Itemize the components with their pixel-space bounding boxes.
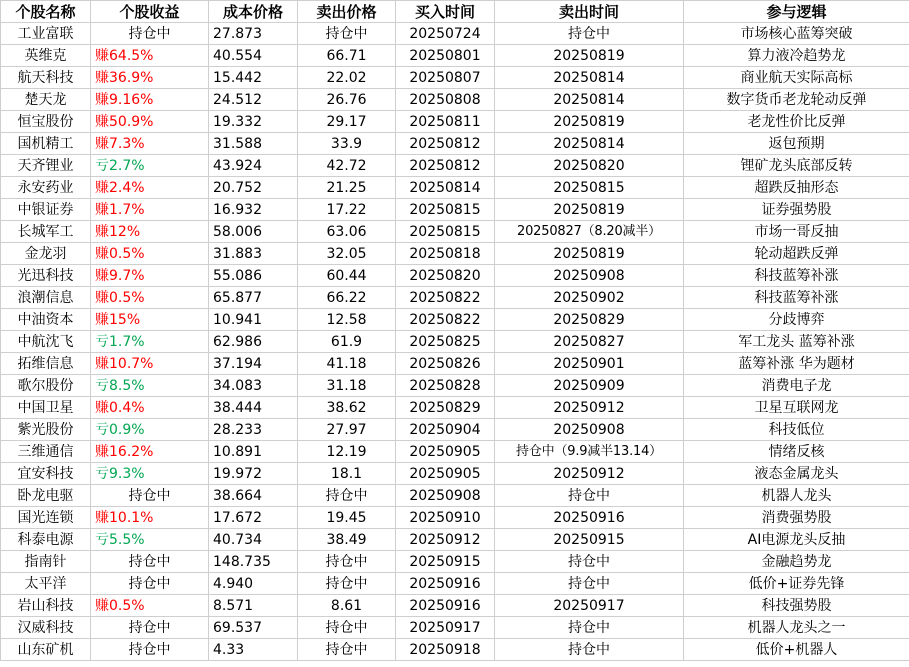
table-row: [1, 89, 909, 111]
logic-cell: 低价+证券先锋: [684, 573, 909, 595]
sell-date-cell: 持仓中: [495, 573, 684, 595]
logic-cell: 商业航天实际高标: [684, 67, 909, 89]
return-cell: 赚36.9%: [91, 67, 209, 89]
logic-cell: 情绪反核: [684, 441, 909, 463]
sell-price-cell: 42.72: [298, 155, 396, 177]
stock-name-cell: 宜安科技: [1, 463, 91, 485]
table-row: [1, 397, 909, 419]
stock-name-cell: 国光连锁: [1, 507, 91, 529]
cost-price-cell: 65.877: [209, 287, 298, 309]
table-row: [1, 463, 909, 485]
stock-name-cell: 长城军工: [1, 221, 91, 243]
cost-price-cell: 16.932: [209, 199, 298, 221]
sell-date-cell: 持仓中: [495, 23, 684, 45]
sell-price-cell: 26.76: [298, 89, 396, 111]
sell-price-cell: 持仓中: [298, 639, 396, 661]
sell-price-cell: 66.71: [298, 45, 396, 67]
sell-date-cell: 20250827: [495, 331, 684, 353]
sell-price-cell: 41.18: [298, 353, 396, 375]
cost-price-cell: 38.444: [209, 397, 298, 419]
logic-cell: 分歧博弈: [684, 309, 909, 331]
sell-price-cell: 21.25: [298, 177, 396, 199]
sell-price-cell: 66.22: [298, 287, 396, 309]
buy-date-cell: 20250812: [396, 133, 495, 155]
logic-cell: 科技强势股: [684, 595, 909, 617]
buy-date-cell: 20250812: [396, 155, 495, 177]
logic-cell: 锂矿龙头底部反转: [684, 155, 909, 177]
logic-cell: 机器人龙头之一: [684, 617, 909, 639]
table-body: [1, 23, 909, 661]
buy-date-cell: 20250724: [396, 23, 495, 45]
buy-date-cell: 20250917: [396, 617, 495, 639]
stock-name-cell: 浪潮信息: [1, 287, 91, 309]
cost-price-cell: 62.986: [209, 331, 298, 353]
return-cell: 持仓中: [91, 23, 209, 45]
cost-price-cell: 10.891: [209, 441, 298, 463]
logic-cell: 市场一哥反抽: [684, 221, 909, 243]
buy-date-cell: 20250912: [396, 529, 495, 551]
buy-date-cell: 20250825: [396, 331, 495, 353]
buy-date-cell: 20250916: [396, 573, 495, 595]
table-row: [1, 287, 909, 309]
cost-price-cell: 4.940: [209, 573, 298, 595]
table-row: [1, 617, 909, 639]
table-row: [1, 353, 909, 375]
logic-cell: 液态金属龙头: [684, 463, 909, 485]
logic-cell: 科技蓝筹补涨: [684, 265, 909, 287]
cost-price-cell: 8.571: [209, 595, 298, 617]
cost-price-cell: 19.332: [209, 111, 298, 133]
sell-date-cell: 20250908: [495, 419, 684, 441]
buy-date-cell: 20250811: [396, 111, 495, 133]
sell-price-cell: 31.18: [298, 375, 396, 397]
sell-price-cell: 27.97: [298, 419, 396, 441]
stock-name-cell: 汉威科技: [1, 617, 91, 639]
sell-date-cell: 20250814: [495, 133, 684, 155]
table-row: [1, 573, 909, 595]
table-row: [1, 67, 909, 89]
stock-name-cell: 中国卫星: [1, 397, 91, 419]
table-row: [1, 639, 909, 661]
return-cell: 亏1.7%: [91, 331, 209, 353]
sell-date-cell: 20250827（8.20减半）: [495, 221, 684, 243]
sell-price-cell: 38.62: [298, 397, 396, 419]
return-cell: 赚9.7%: [91, 265, 209, 287]
sell-price-cell: 33.9: [298, 133, 396, 155]
return-cell: 赚64.5%: [91, 45, 209, 67]
table-row: [1, 309, 909, 331]
stock-name-cell: 工业富联: [1, 23, 91, 45]
cost-price-cell: 4.33: [209, 639, 298, 661]
return-cell: 亏0.9%: [91, 419, 209, 441]
cost-price-cell: 27.873: [209, 23, 298, 45]
sell-date-cell: 20250819: [495, 111, 684, 133]
cost-price-cell: 37.194: [209, 353, 298, 375]
buy-date-cell: 20250820: [396, 265, 495, 287]
buy-date-cell: 20250915: [396, 551, 495, 573]
logic-cell: 消费电子龙: [684, 375, 909, 397]
table-row: [1, 45, 909, 67]
buy-date-cell: 20250829: [396, 397, 495, 419]
return-cell: 亏8.5%: [91, 375, 209, 397]
sell-date-cell: 持仓中: [495, 639, 684, 661]
return-cell: 亏2.7%: [91, 155, 209, 177]
sell-price-cell: 12.58: [298, 309, 396, 331]
table-row: [1, 265, 909, 287]
logic-cell: 蓝筹补涨 华为题材: [684, 353, 909, 375]
table-row: [1, 441, 909, 463]
return-cell: 赚16.2%: [91, 441, 209, 463]
stock-name-cell: 拓维信息: [1, 353, 91, 375]
sell-date-cell: 20250916: [495, 507, 684, 529]
return-cell: 持仓中: [91, 639, 209, 661]
table-row: [1, 243, 909, 265]
buy-date-cell: 20250910: [396, 507, 495, 529]
cost-price-cell: 69.537: [209, 617, 298, 639]
stock-name-cell: 国机精工: [1, 133, 91, 155]
buy-date-cell: 20250918: [396, 639, 495, 661]
return-cell: 赚7.3%: [91, 133, 209, 155]
buy-date-cell: 20250904: [396, 419, 495, 441]
sell-date-cell: 20250917: [495, 595, 684, 617]
sell-date-cell: 20250815: [495, 177, 684, 199]
table-row: [1, 507, 909, 529]
logic-cell: 机器人龙头: [684, 485, 909, 507]
cost-price-cell: 17.672: [209, 507, 298, 529]
buy-date-cell: 20250826: [396, 353, 495, 375]
sell-price-cell: 18.1: [298, 463, 396, 485]
sell-date-cell: 20250819: [495, 199, 684, 221]
header-logic: 参与逻辑: [684, 1, 909, 23]
sell-price-cell: 17.22: [298, 199, 396, 221]
buy-date-cell: 20250822: [396, 309, 495, 331]
table-row: [1, 221, 909, 243]
stock-name-cell: 英维克: [1, 45, 91, 67]
cost-price-cell: 34.083: [209, 375, 298, 397]
table-row: [1, 155, 909, 177]
cost-price-cell: 148.735: [209, 551, 298, 573]
buy-date-cell: 20250908: [396, 485, 495, 507]
stock-name-cell: 太平洋: [1, 573, 91, 595]
buy-date-cell: 20250815: [396, 221, 495, 243]
buy-date-cell: 20250808: [396, 89, 495, 111]
sell-date-cell: 20250902: [495, 287, 684, 309]
buy-date-cell: 20250822: [396, 287, 495, 309]
header-sell-date: 卖出时间: [495, 1, 684, 23]
logic-cell: 消费强势股: [684, 507, 909, 529]
cost-price-cell: 24.512: [209, 89, 298, 111]
buy-date-cell: 20250814: [396, 177, 495, 199]
return-cell: 赚12%: [91, 221, 209, 243]
cost-price-cell: 43.924: [209, 155, 298, 177]
buy-date-cell: 20250905: [396, 463, 495, 485]
sell-price-cell: 19.45: [298, 507, 396, 529]
sell-price-cell: 29.17: [298, 111, 396, 133]
header-sell-price: 卖出价格: [298, 1, 396, 23]
logic-cell: 市场核心蓝筹突破: [684, 23, 909, 45]
sell-price-cell: 持仓中: [298, 617, 396, 639]
return-cell: 赚10.7%: [91, 353, 209, 375]
stock-name-cell: 卧龙电驱: [1, 485, 91, 507]
logic-cell: 轮动超跌反弹: [684, 243, 909, 265]
sell-price-cell: 63.06: [298, 221, 396, 243]
logic-cell: 返包预期: [684, 133, 909, 155]
table-row: [1, 111, 909, 133]
buy-date-cell: 20250801: [396, 45, 495, 67]
sell-price-cell: 38.49: [298, 529, 396, 551]
header-return: 个股收益: [91, 1, 209, 23]
logic-cell: 科技低位: [684, 419, 909, 441]
return-cell: 赚10.1%: [91, 507, 209, 529]
buy-date-cell: 20250905: [396, 441, 495, 463]
header-row: [1, 1, 909, 23]
logic-cell: 超跌反抽形态: [684, 177, 909, 199]
sell-price-cell: 12.19: [298, 441, 396, 463]
sell-date-cell: 20250814: [495, 89, 684, 111]
stock-name-cell: 紫光股份: [1, 419, 91, 441]
cost-price-cell: 19.972: [209, 463, 298, 485]
stock-name-cell: 中航沈飞: [1, 331, 91, 353]
logic-cell: 数字货币老龙轮动反弹: [684, 89, 909, 111]
return-cell: 持仓中: [91, 485, 209, 507]
stock-name-cell: 永安药业: [1, 177, 91, 199]
sell-date-cell: 持仓中（9.9减半13.14）: [495, 441, 684, 463]
return-cell: 赚50.9%: [91, 111, 209, 133]
sell-price-cell: 持仓中: [298, 23, 396, 45]
sell-price-cell: 61.9: [298, 331, 396, 353]
cost-price-cell: 40.734: [209, 529, 298, 551]
logic-cell: 科技蓝筹补涨: [684, 287, 909, 309]
return-cell: 赚2.4%: [91, 177, 209, 199]
sell-date-cell: 20250901: [495, 353, 684, 375]
return-cell: 亏9.3%: [91, 463, 209, 485]
cost-price-cell: 31.883: [209, 243, 298, 265]
sell-date-cell: 20250915: [495, 529, 684, 551]
sell-date-cell: 20250820: [495, 155, 684, 177]
stock-name-cell: 山东矿机: [1, 639, 91, 661]
stock-name-cell: 中银证券: [1, 199, 91, 221]
table-row: [1, 133, 909, 155]
return-cell: 赚9.16%: [91, 89, 209, 111]
sell-price-cell: 8.61: [298, 595, 396, 617]
sell-date-cell: 20250819: [495, 45, 684, 67]
stock-name-cell: 恒宝股份: [1, 111, 91, 133]
table-row: [1, 331, 909, 353]
logic-cell: 军工龙头 蓝筹补涨: [684, 331, 909, 353]
stock-name-cell: 楚天龙: [1, 89, 91, 111]
table-row: [1, 551, 909, 573]
logic-cell: 证券强势股: [684, 199, 909, 221]
header-buy-date: 买入时间: [396, 1, 495, 23]
buy-date-cell: 20250828: [396, 375, 495, 397]
return-cell: 赚1.7%: [91, 199, 209, 221]
table-row: [1, 199, 909, 221]
sell-date-cell: 20250912: [495, 397, 684, 419]
sell-price-cell: 持仓中: [298, 485, 396, 507]
return-cell: 赚0.4%: [91, 397, 209, 419]
return-cell: 赚0.5%: [91, 595, 209, 617]
sell-price-cell: 60.44: [298, 265, 396, 287]
table-row: [1, 419, 909, 441]
logic-cell: 卫星互联网龙: [684, 397, 909, 419]
sell-price-cell: 持仓中: [298, 551, 396, 573]
logic-cell: 老龙性价比反弹: [684, 111, 909, 133]
buy-date-cell: 20250818: [396, 243, 495, 265]
return-cell: 持仓中: [91, 551, 209, 573]
buy-date-cell: 20250807: [396, 67, 495, 89]
table-row: [1, 595, 909, 617]
cost-price-cell: 55.086: [209, 265, 298, 287]
sell-date-cell: 持仓中: [495, 485, 684, 507]
sell-date-cell: 20250829: [495, 309, 684, 331]
sell-date-cell: 20250912: [495, 463, 684, 485]
buy-date-cell: 20250916: [396, 595, 495, 617]
return-cell: 赚15%: [91, 309, 209, 331]
return-cell: 亏5.5%: [91, 529, 209, 551]
sell-date-cell: 20250909: [495, 375, 684, 397]
stock-name-cell: 科泰电源: [1, 529, 91, 551]
cost-price-cell: 15.442: [209, 67, 298, 89]
stock-name-cell: 指南针: [1, 551, 91, 573]
sell-price-cell: 持仓中: [298, 573, 396, 595]
sell-price-cell: 22.02: [298, 67, 396, 89]
stock-name-cell: 光迅科技: [1, 265, 91, 287]
logic-cell: 金融趋势龙: [684, 551, 909, 573]
cost-price-cell: 10.941: [209, 309, 298, 331]
logic-cell: 算力液冷趋势龙: [684, 45, 909, 67]
sell-date-cell: 持仓中: [495, 551, 684, 573]
sell-date-cell: 20250814: [495, 67, 684, 89]
stock-name-cell: 三维通信: [1, 441, 91, 463]
table-row: [1, 23, 909, 45]
sell-date-cell: 20250819: [495, 243, 684, 265]
header-stock-name: 个股名称: [1, 1, 91, 23]
return-cell: 赚0.5%: [91, 243, 209, 265]
logic-cell: AI电源龙头反抽: [684, 529, 909, 551]
buy-date-cell: 20250815: [396, 199, 495, 221]
stock-name-cell: 航天科技: [1, 67, 91, 89]
stock-name-cell: 金龙羽: [1, 243, 91, 265]
table-row: [1, 375, 909, 397]
table-row: [1, 485, 909, 507]
stock-name-cell: 中油资本: [1, 309, 91, 331]
stock-name-cell: 歌尔股份: [1, 375, 91, 397]
return-cell: 持仓中: [91, 573, 209, 595]
cost-price-cell: 38.664: [209, 485, 298, 507]
cost-price-cell: 31.588: [209, 133, 298, 155]
cost-price-cell: 20.752: [209, 177, 298, 199]
table-row: [1, 529, 909, 551]
stock-name-cell: 天齐锂业: [1, 155, 91, 177]
return-cell: 赚0.5%: [91, 287, 209, 309]
sell-price-cell: 32.05: [298, 243, 396, 265]
stock-name-cell: 岩山科技: [1, 595, 91, 617]
sell-date-cell: 持仓中: [495, 617, 684, 639]
sell-date-cell: 20250908: [495, 265, 684, 287]
header-cost-price: 成本价格: [209, 1, 298, 23]
logic-cell: 低价+机器人: [684, 639, 909, 661]
cost-price-cell: 40.554: [209, 45, 298, 67]
cost-price-cell: 58.006: [209, 221, 298, 243]
table-row: [1, 177, 909, 199]
cost-price-cell: 28.233: [209, 419, 298, 441]
return-cell: 持仓中: [91, 617, 209, 639]
